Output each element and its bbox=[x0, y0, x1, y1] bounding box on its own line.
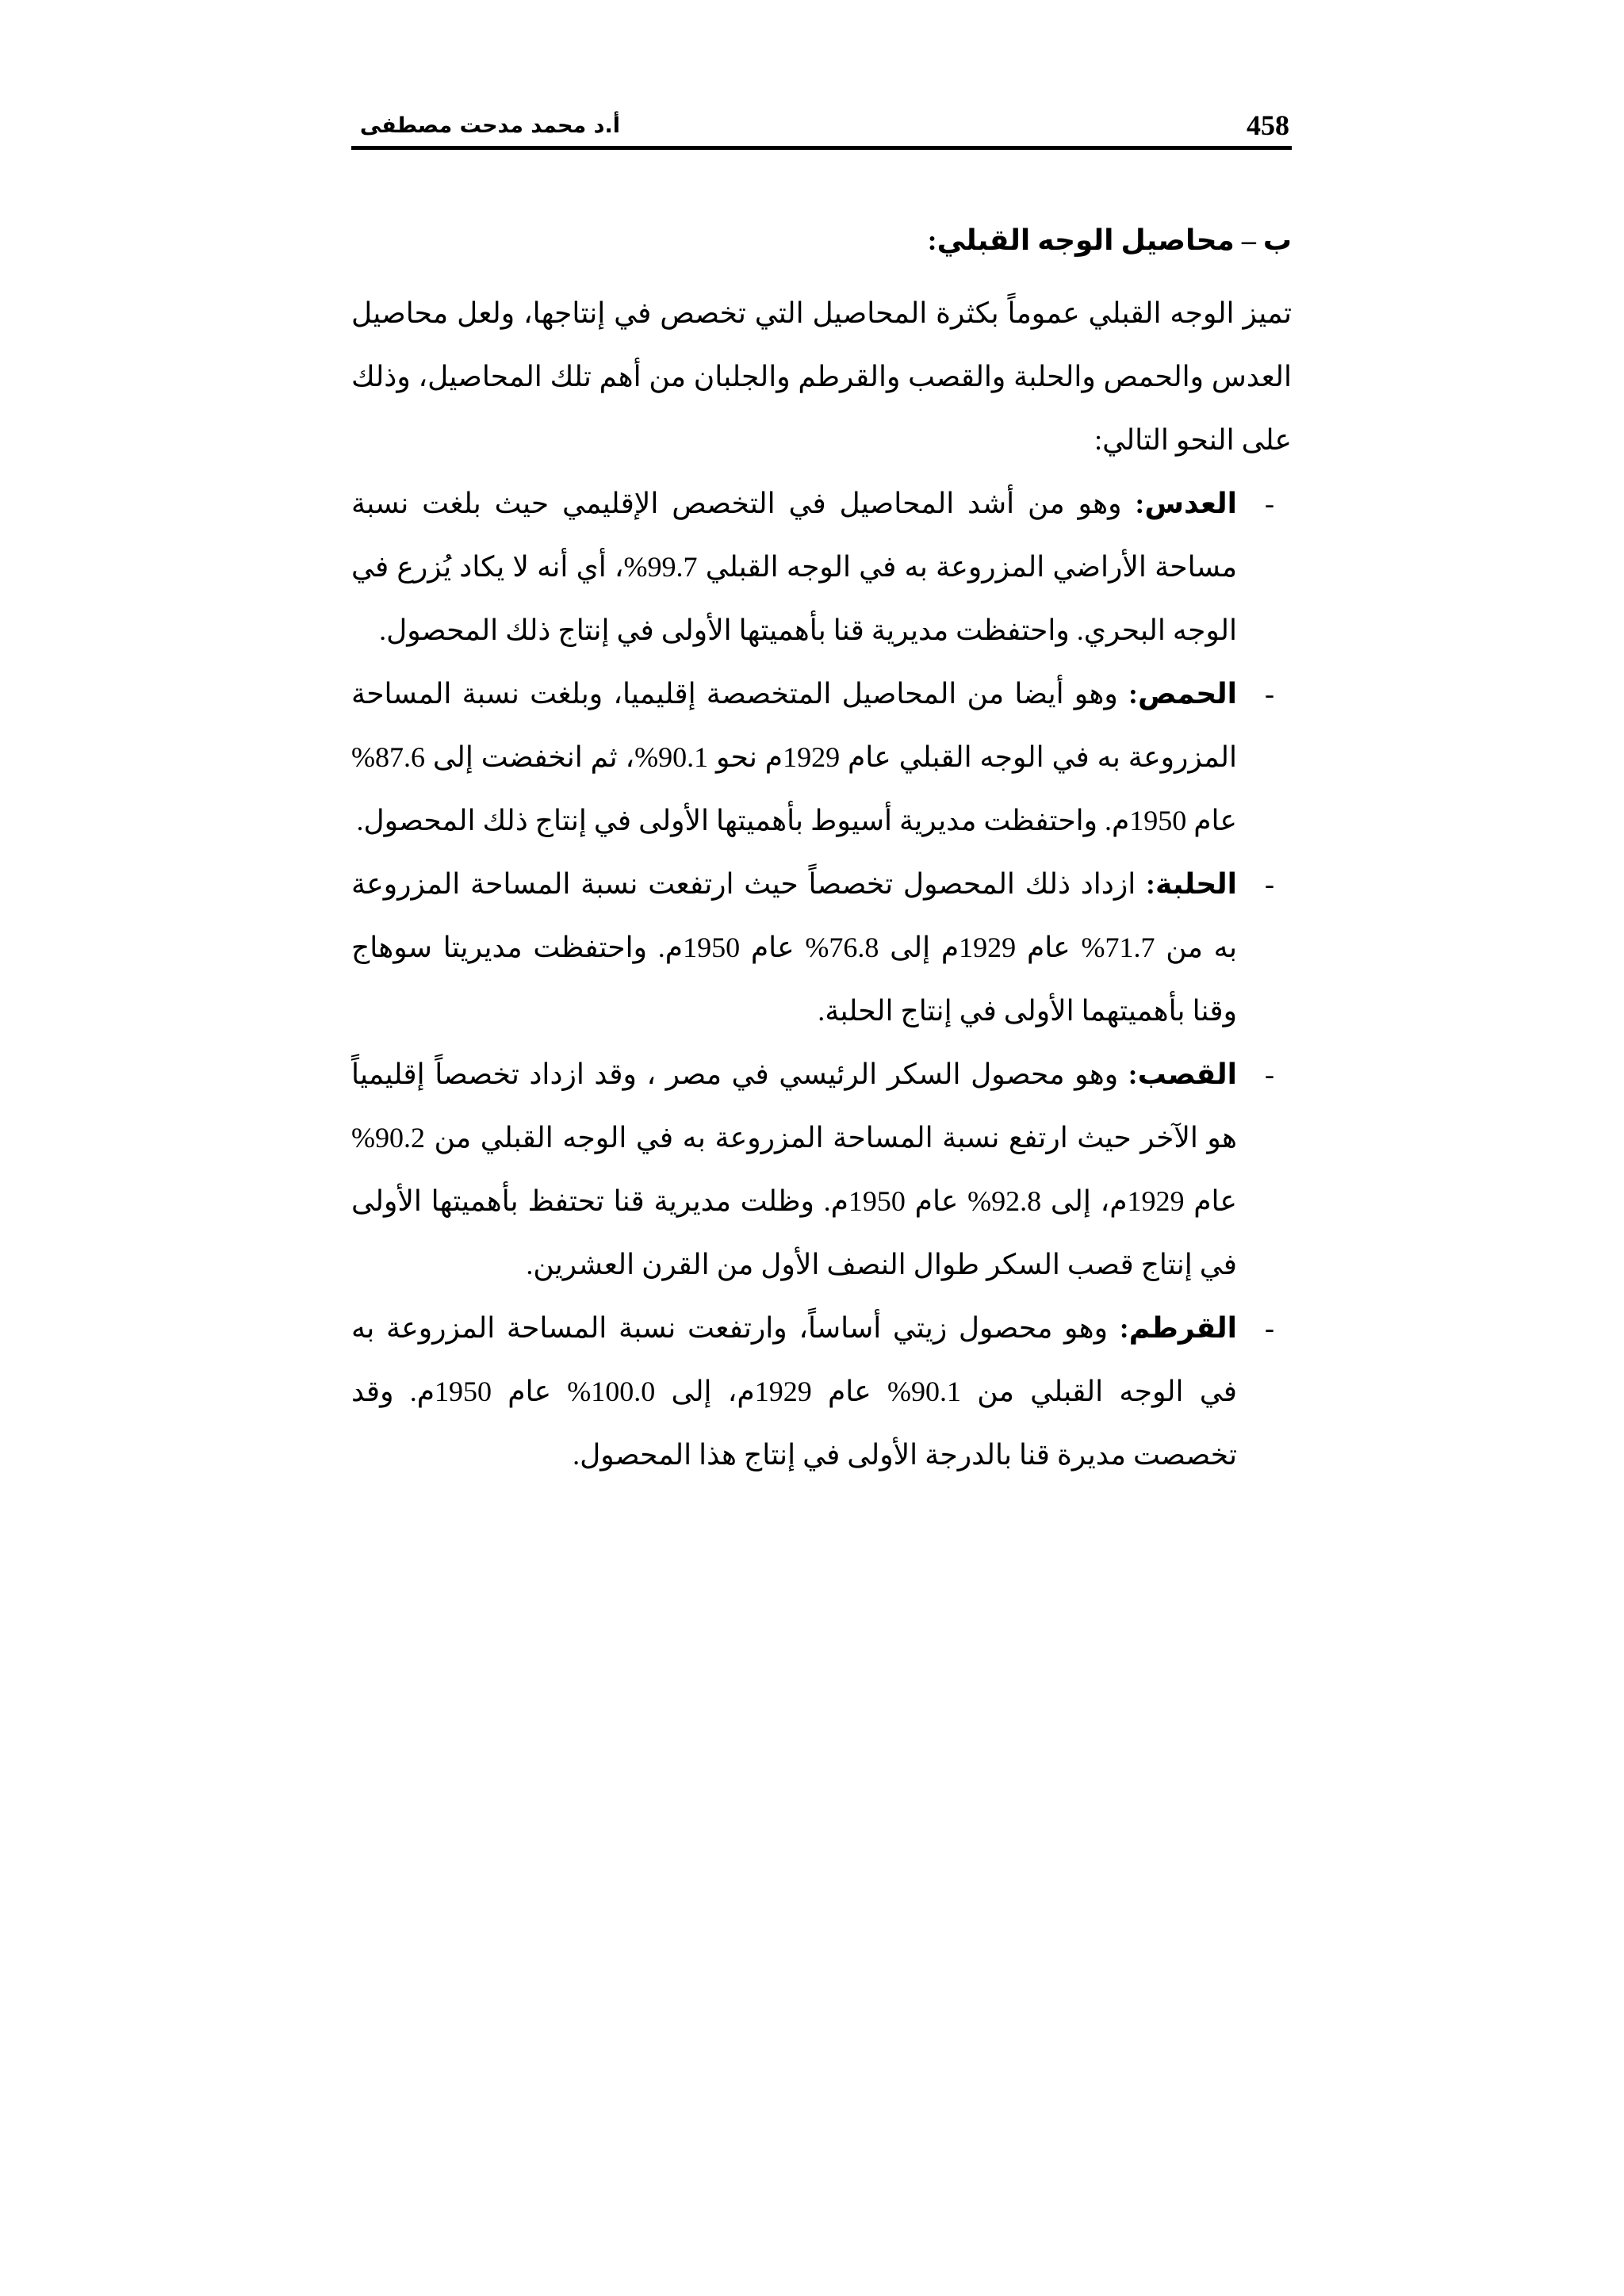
list-item-sugarcane bbox=[351, 1043, 1292, 1296]
running-header-author: أ.د محمد مدحت مصطفى bbox=[359, 113, 620, 138]
item-description: وهو محصول زيتي أساساً، وارتفعت نسبة المساحة المزروعة به في الوجه القبلي من 90.1% عام 1929م، إلى 100.0% عام 1950م. وقد تخصصت مديرة قنا بالدرجة الأولى في إنتاج هذا المحصول. bbox=[351, 1312, 1237, 1471]
item-term: الحلبة: bbox=[1146, 868, 1238, 900]
list-item-fenugreek bbox=[351, 852, 1292, 1043]
crop-list bbox=[351, 472, 1292, 1487]
list-item-body bbox=[351, 662, 1237, 852]
item-description: وهو أيضا من المحاصيل المتخصصة إقليميا، وبلغت نسبة المساحة المزروعة به في الوجه القبلي عام 1929م نحو 90.1%، ثم انخفضت إلى 87.6% عام 1950م. واحتفظت مديرية أسيوط بأهميتها الأولى في إنتاج ذلك المحصول. bbox=[351, 678, 1238, 836]
item-term: العدس: bbox=[1135, 488, 1237, 519]
item-description: وهو محصول السكر الرئيسي في مصر ، وقد ازداد تخصصاً إقليمياً هو الآخر حيث ارتفع نسبة المساحة المزروعة به في الوجه القبلي من 90.2% عام 1929م، إلى 92.8% عام 1950م. وظلت مديرية قنا تحتفظ بأهميتها الأولى في إنتاج قصب السكر طوال النصف الأول من القرن العشرين. bbox=[351, 1058, 1237, 1280]
list-item-body bbox=[351, 1296, 1237, 1487]
item-description: ازداد ذلك المحصول تخصصاً حيث ارتفعت نسبة المساحة المزروعة به من 71.7% عام 1929م إلى 76.8% عام 1950م. واحتفظت مديريتا سوهاج وقنا بأهميتهما الأولى في إنتاج الحلبة. bbox=[351, 868, 1238, 1027]
bullet-dash: - bbox=[1265, 488, 1274, 519]
list-item-body bbox=[351, 472, 1237, 662]
item-term: القصب: bbox=[1128, 1058, 1238, 1090]
bullet-dash: - bbox=[1265, 868, 1274, 900]
list-item-lentils bbox=[351, 472, 1292, 662]
page-body bbox=[351, 209, 1292, 1487]
page-number: 458 bbox=[1247, 109, 1289, 141]
bullet-dash: - bbox=[1265, 678, 1274, 710]
bullet-dash: - bbox=[1265, 1058, 1274, 1090]
list-item-body bbox=[351, 852, 1237, 1043]
item-term: القرطم: bbox=[1119, 1312, 1238, 1344]
header-divider bbox=[351, 146, 1292, 150]
list-item-body bbox=[351, 1043, 1237, 1296]
intro-paragraph: تميز الوجه القبلي عموماً بكثرة المحاصيل التي تخصص في إنتاجها، ولعل محاصيل العدس والحمص والحلبة والقصب والقرطم والجلبان من أهم تلك المحاصيل، وذلك على النحو التالي: bbox=[351, 297, 1292, 456]
list-item-chickpeas bbox=[351, 662, 1292, 852]
item-description: وهو من أشد المحاصيل في التخصص الإقليمي حيث بلغت نسبة مساحة الأراضي المزروعة به في الوجه القبلي 99.7%، أي أنه لا يكاد يُزرع في الوجه البحري. واحتفظت مديرية قنا بأهميتها الأولى في إنتاج ذلك المحصول. bbox=[351, 488, 1237, 646]
section-heading: ب – محاصيل الوجه القبلي: bbox=[927, 224, 1292, 256]
list-item-safflower bbox=[351, 1296, 1292, 1487]
item-term: الحمص: bbox=[1128, 678, 1238, 710]
bullet-dash: - bbox=[1265, 1312, 1274, 1344]
